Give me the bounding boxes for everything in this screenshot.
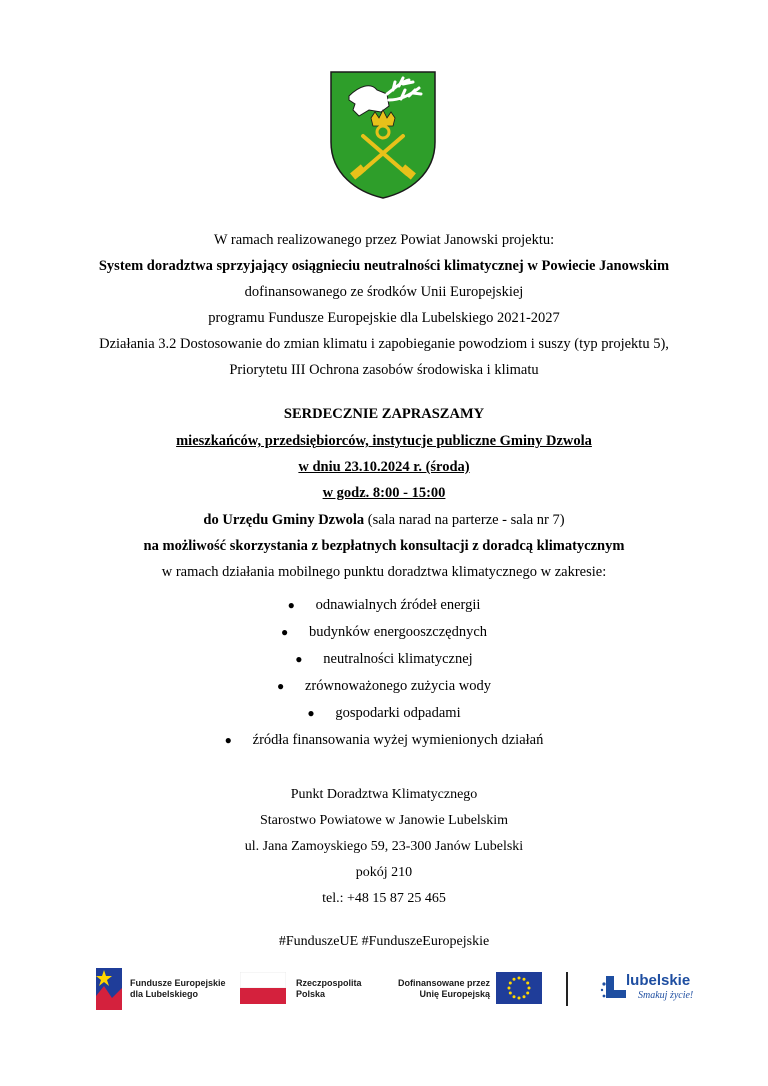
priority-text: Priorytetu III Ochrona zasobów środowiska i klimatu (229, 362, 539, 378)
fe-logo-text: Fundusze Europejskie dla Lubelskiego (130, 978, 226, 999)
project-header (0, 230, 768, 386)
program-text: programu Fundusze Europejskie dla Lubelskiego 2021-2027 (208, 310, 560, 326)
intro-text: W ramach realizowanego przez Powiat Janowski projektu: (213, 232, 555, 248)
contact-name: Punkt Doradztwa Klimatycznego (290, 787, 478, 802)
event-place (0, 510, 768, 536)
measure-text: Działania 3.2 Dostosowanie do zmian klimatu i zapobieganie powodziom i suszy (typ projektu 5), (99, 336, 669, 352)
eu-flag-icon (496, 972, 542, 1004)
contact-address: ul. Jana Zamoyskiego 59, 23-300 Janów Lubelski (244, 839, 524, 854)
list-item: ● zrównoważonego zużycia wody (0, 673, 768, 700)
lubelskie-slogan: Smakuj życie! (638, 990, 694, 1001)
rp-logo-text: Rzeczpospolita Polska (296, 978, 362, 999)
purpose: na możliwość skorzystania z bezpłatnych konsultacji z doradcą klimatycznym (143, 538, 625, 554)
invitation (0, 404, 768, 590)
contact-office: Starostwo Powiatowe w Janowie Lubelskim (259, 813, 509, 828)
bullet-icon: ● (280, 625, 289, 639)
lubelskie-name: lubelskie (626, 972, 691, 989)
contact-room: pokój 210 (355, 865, 413, 880)
scope-intro: w ramach działania mobilnego punktu doradztwa klimatycznego w zakresie: (161, 564, 607, 580)
audience: mieszkańców, przedsiębiorców, instytucje publiczne Gminy Dzwola (176, 433, 592, 449)
bullet-icon: ● (276, 679, 285, 693)
list-item: ● budynków energooszczędnych (0, 619, 768, 646)
funding-text: dofinansowanego ze środków Unii Europejskiej (244, 284, 524, 300)
bullet-icon: ● (224, 733, 232, 747)
bullet-icon: ● (307, 706, 315, 720)
contact-phone: tel.: +48 15 87 25 465 (322, 891, 446, 906)
coat-of-arms (329, 70, 437, 200)
headline: SERDECZNIE ZAPRASZAMY (283, 406, 485, 422)
hashtags: #FunduszeUE #FunduszeEuropejskie (278, 934, 490, 949)
contact-info (0, 785, 768, 915)
place-note: (sala narad na parterze - sala nr 7) (364, 512, 565, 528)
event-time: w godz. 8:00 - 15:00 (322, 485, 446, 501)
place-name: do Urzędu Gminy Dzwola (203, 512, 365, 528)
list-item: ● źródła finansowania wyżej wymienionych działań (0, 727, 768, 754)
topics-list (0, 592, 768, 754)
list-item: ● neutralności klimatycznej (0, 646, 768, 673)
bullet-icon: ● (287, 598, 295, 612)
polish-flag-icon (240, 972, 286, 1004)
bullet-icon: ● (295, 652, 303, 666)
event-date: w dniu 23.10.2024 r. (środa) (298, 459, 470, 475)
divider (566, 972, 568, 1006)
eu-logo-text: Dofinansowane przez Unię Europejską (397, 978, 490, 999)
crown-icon (371, 110, 395, 126)
list-item: ● odnawialnych źródeł energii (0, 592, 768, 619)
funding-logos-bar (80, 958, 700, 1020)
list-item: ● gospodarki odpadami (0, 700, 768, 727)
fe-logo-icon (94, 966, 124, 1012)
project-title: System doradztwa sprzyjający osiągnieciu neutralności klimatycznej w Powiecie Janowskim (98, 258, 670, 274)
